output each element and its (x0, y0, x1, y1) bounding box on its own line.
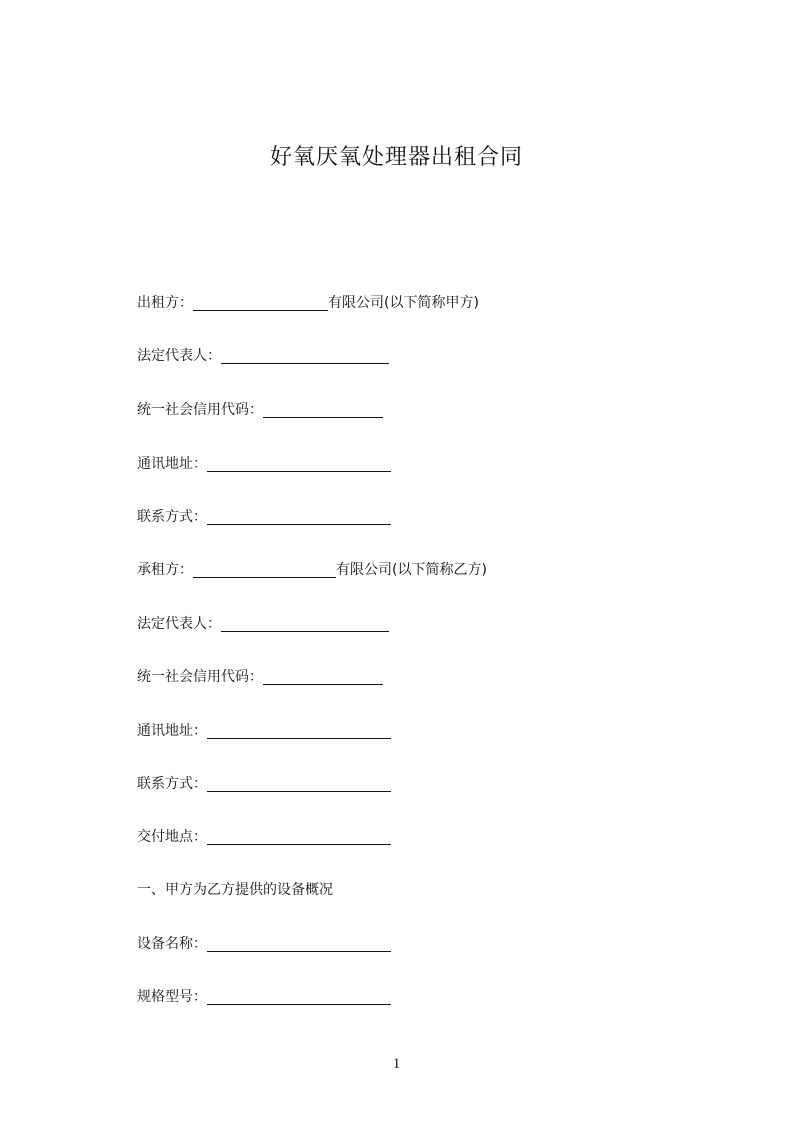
lessor-rep-blank[interactable] (221, 347, 389, 364)
lessor-contact-label: 联系方式： (137, 509, 207, 525)
lessee-line (137, 557, 487, 579)
lessee-rep-blank[interactable] (221, 615, 389, 632)
lessor-address-label: 通讯地址： (137, 456, 207, 472)
lessor-credit-code-line (137, 397, 383, 419)
lessee-name-blank[interactable] (193, 561, 336, 578)
equipment-name-label: 设备名称： (137, 936, 207, 952)
equipment-model-label: 规格型号： (137, 989, 207, 1005)
lessee-rep-label: 法定代表人： (137, 616, 221, 632)
equipment-name-line (137, 931, 391, 953)
equipment-name-blank[interactable] (207, 935, 391, 952)
lessee-credit-code-label: 统一社会信用代码： (137, 669, 263, 685)
lessor-address-blank[interactable] (207, 455, 391, 472)
lessee-label: 承租方： (137, 562, 193, 578)
equipment-model-blank[interactable] (207, 988, 391, 1005)
lessor-contact-line (137, 504, 391, 526)
delivery-location-line (137, 824, 391, 846)
page-number: 1 (392, 1056, 401, 1072)
section-1-heading-text: 一、甲方为乙方提供的设备概况 (137, 882, 333, 898)
delivery-location-blank[interactable] (207, 828, 391, 845)
lessee-address-blank[interactable] (207, 722, 391, 739)
lessor-contact-blank[interactable] (207, 508, 391, 525)
lessee-contact-blank[interactable] (207, 775, 391, 792)
section-1-heading (137, 877, 333, 899)
lessor-label: 出租方： (137, 295, 193, 311)
lessee-rep-line (137, 611, 389, 633)
lessor-suffix: 有限公司(以下简称甲方) (328, 295, 479, 311)
lessee-address-label: 通讯地址： (137, 723, 207, 739)
lessee-contact-line (137, 771, 391, 793)
lessee-credit-code-line (137, 664, 383, 686)
lessor-credit-code-label: 统一社会信用代码： (137, 402, 263, 418)
lessee-credit-code-blank[interactable] (263, 668, 383, 685)
equipment-model-line (137, 984, 391, 1006)
document-title: 好氧厌氧处理器出租合同 (269, 145, 523, 170)
lessor-name-blank[interactable] (193, 294, 328, 311)
lessee-contact-label: 联系方式： (137, 776, 207, 792)
lessor-line (137, 290, 479, 312)
lessee-suffix: 有限公司(以下简称乙方) (336, 562, 487, 578)
lessor-rep-line (137, 343, 389, 365)
lessor-address-line (137, 451, 391, 473)
lessee-address-line (137, 718, 391, 740)
lessor-rep-label: 法定代表人： (137, 348, 221, 364)
delivery-location-label: 交付地点： (137, 829, 207, 845)
lessor-credit-code-blank[interactable] (263, 401, 383, 418)
